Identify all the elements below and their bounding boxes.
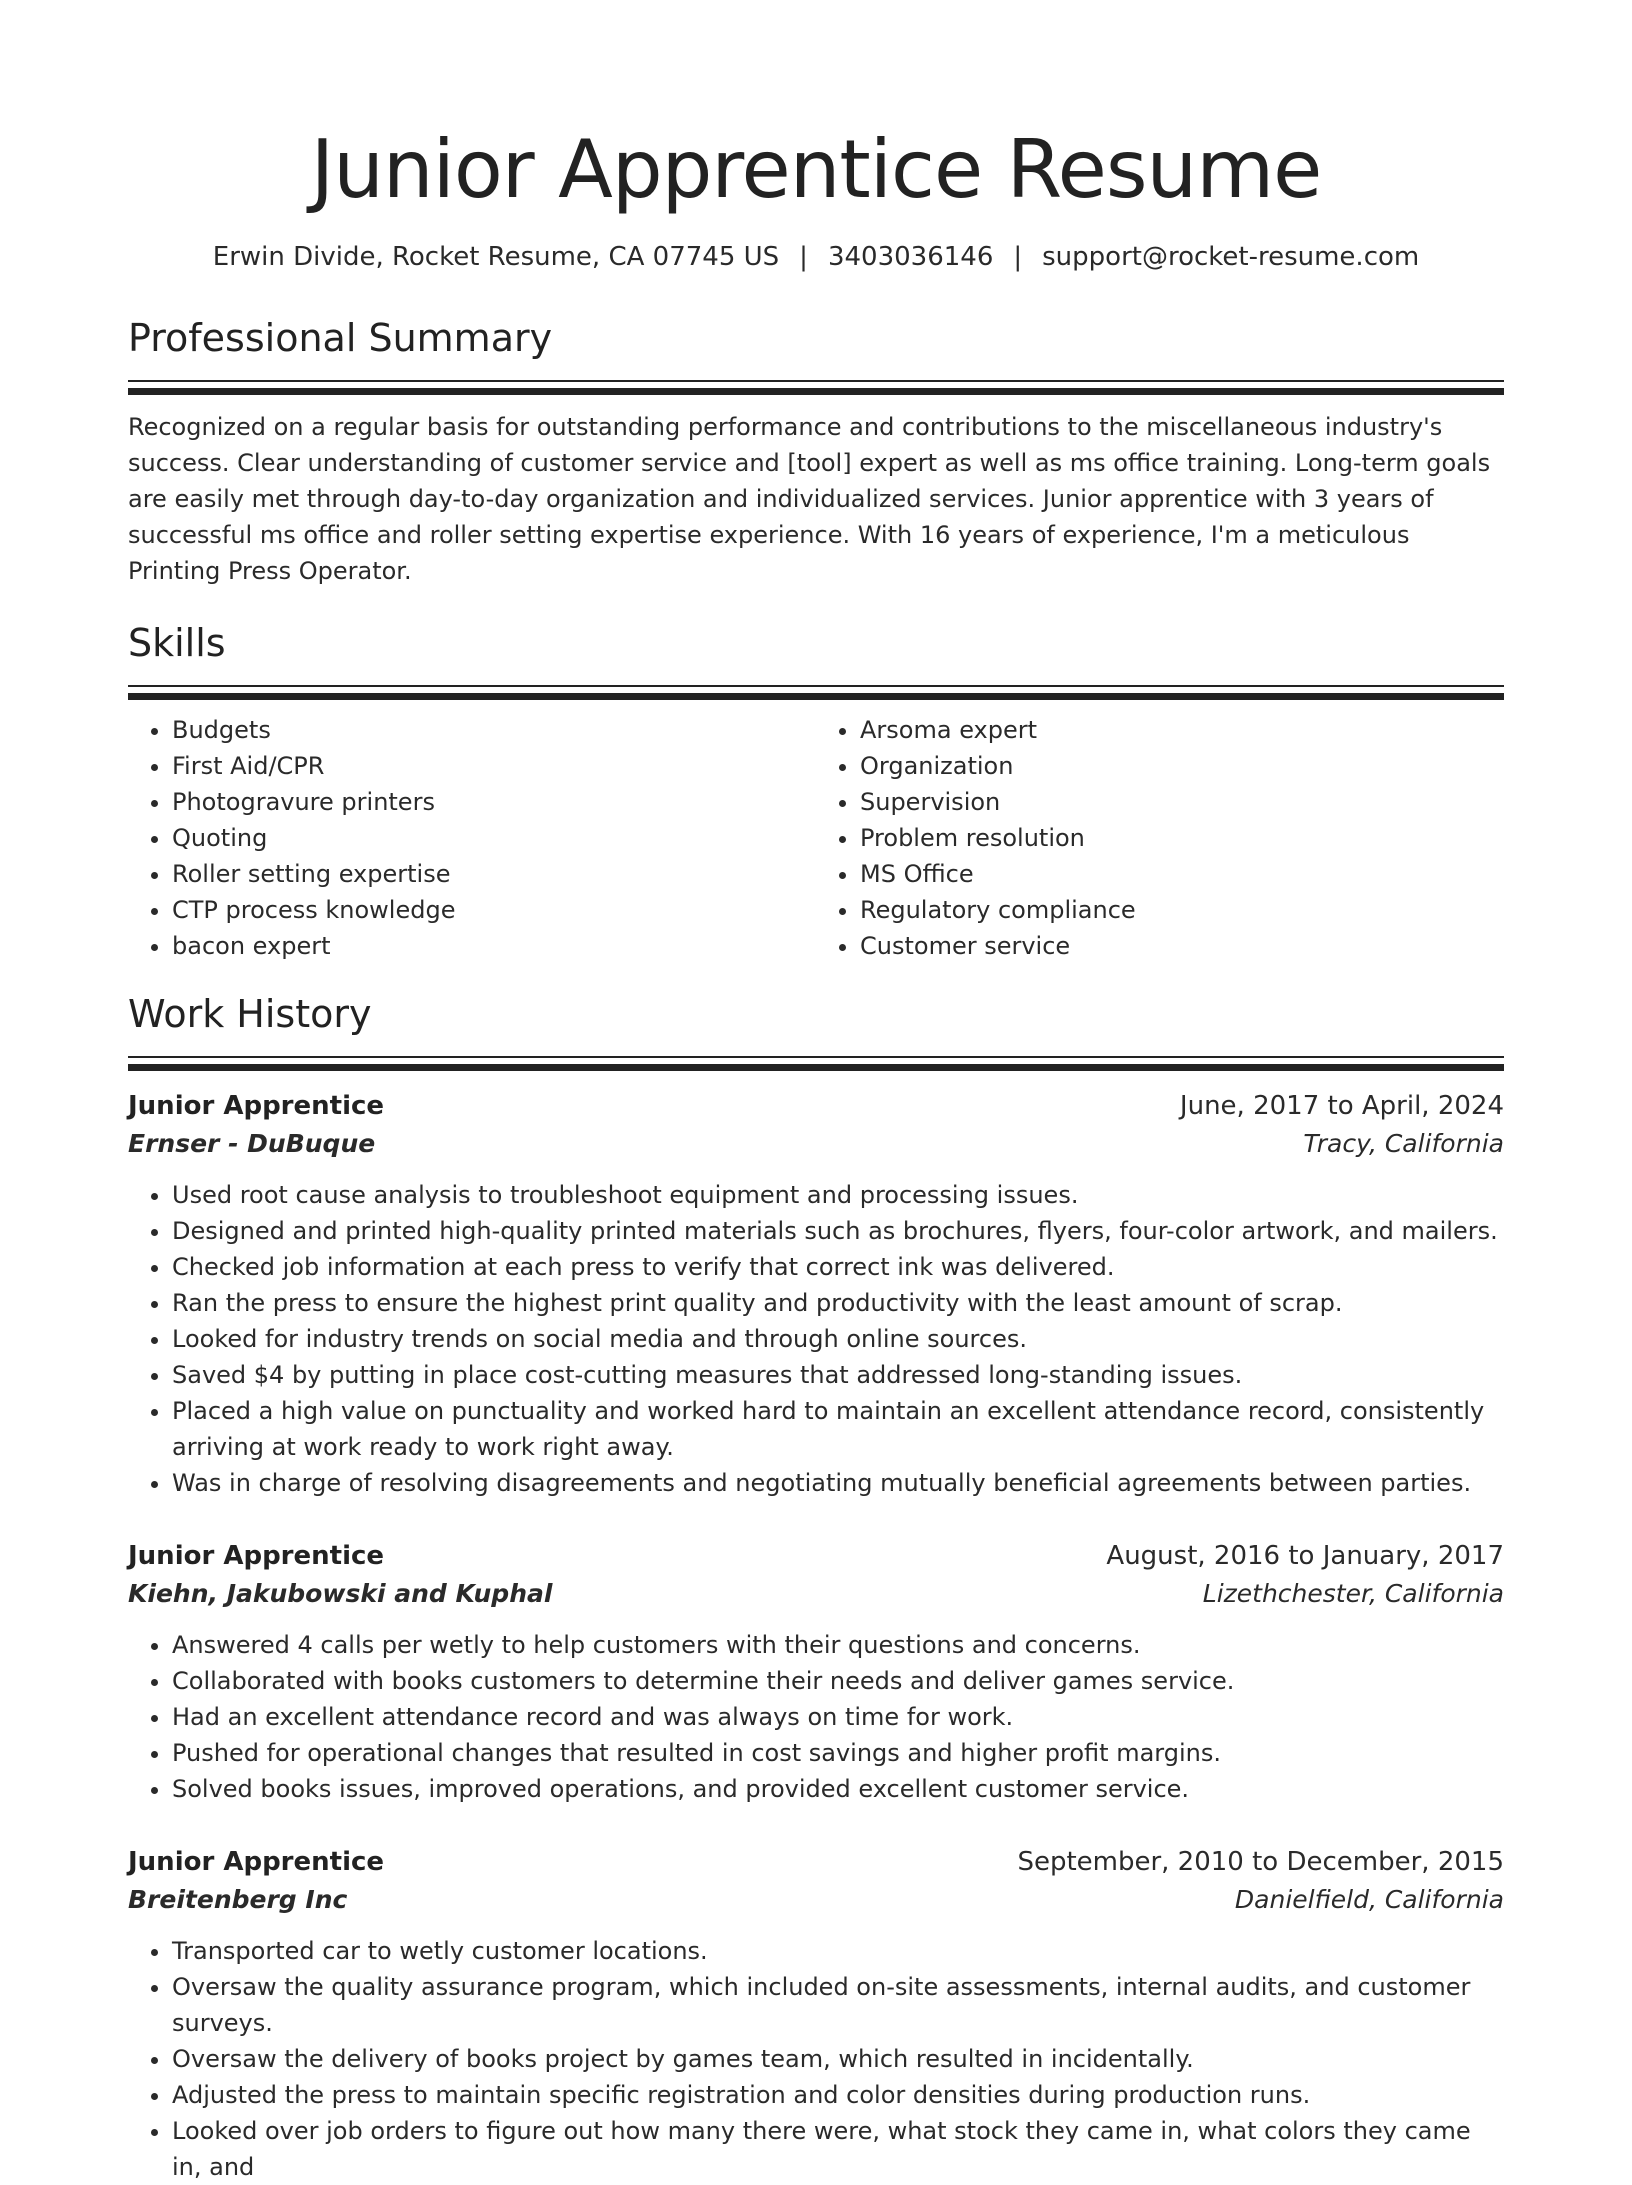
section-divider-thick bbox=[128, 388, 1504, 395]
duty-item: • Used root cause analysis to troubleshoot equipment and processing issues. bbox=[172, 1177, 1504, 1213]
skill-item: • Roller setting expertise bbox=[172, 856, 816, 892]
duty-item: • Looked over job orders to figure out how many there were, what stock they came in, what colors they came in, and bbox=[172, 2113, 1504, 2185]
contact-separator: | bbox=[1013, 242, 1023, 272]
duty-item: • Looked for industry trends on social media and through online sources. bbox=[172, 1321, 1504, 1357]
duty-item: • Answered 4 calls per wetly to help customers with their questions and concerns. bbox=[172, 1627, 1504, 1663]
section-divider-thick bbox=[128, 1064, 1504, 1071]
section-heading: Work History bbox=[128, 992, 372, 1036]
duty-item: • Ran the press to ensure the highest print quality and productivity with the least amount of scrap. bbox=[172, 1285, 1504, 1321]
job-dates: September, 2010 to December, 2015 bbox=[1017, 1847, 1504, 1877]
duty-item: • Pushed for operational changes that resulted in cost savings and higher profit margins. bbox=[172, 1735, 1504, 1771]
skill-item: • CTP process knowledge bbox=[172, 892, 816, 928]
section-heading: Professional Summary bbox=[128, 316, 553, 360]
skills-list-right bbox=[816, 712, 1504, 964]
job-title: Junior Apprentice bbox=[128, 1091, 385, 1121]
job-entry bbox=[128, 1537, 1504, 1807]
job-duties-list bbox=[128, 1177, 1504, 1501]
section-heading: Skills bbox=[128, 621, 226, 665]
job-dates: August, 2016 to January, 2017 bbox=[1106, 1541, 1504, 1571]
skill-item: • Supervision bbox=[860, 784, 1504, 820]
skill-item: • Budgets bbox=[172, 712, 816, 748]
skill-item: • MS Office bbox=[860, 856, 1504, 892]
job-location: Lizethchester, California bbox=[1202, 1579, 1504, 1608]
section-divider bbox=[128, 380, 1504, 382]
duty-item: • Had an excellent attendance record and was always on time for work. bbox=[172, 1699, 1504, 1735]
duty-item: • Placed a high value on punctuality and worked hard to maintain an excellent attendance record, consistently arriving at work ready to work right away. bbox=[172, 1393, 1504, 1465]
company-name: Ernser - DuBuque bbox=[128, 1129, 376, 1158]
section-divider bbox=[128, 685, 1504, 687]
contact-separator: | bbox=[799, 242, 808, 272]
job-location: Tracy, California bbox=[1303, 1129, 1504, 1158]
skill-item: • Customer service bbox=[860, 928, 1504, 964]
duty-item: • Transported car to wetly customer locations. bbox=[172, 1933, 1504, 1969]
resume-page bbox=[128, 0, 1504, 2185]
skill-item: • Quoting bbox=[172, 820, 816, 856]
resume-title: Junior Apprentice Resume bbox=[310, 123, 1322, 216]
duty-item: • Was in charge of resolving disagreements and negotiating mutually beneficial agreements between parties. bbox=[172, 1465, 1504, 1501]
job-title: Junior Apprentice bbox=[128, 1541, 385, 1571]
job-title: Junior Apprentice bbox=[128, 1847, 385, 1877]
skill-item: • Organization bbox=[860, 748, 1504, 784]
company-name: Kiehn, Jakubowski and Kuphal bbox=[128, 1579, 553, 1608]
contact-address: Erwin Divide, Rocket Resume, CA 07745 US bbox=[212, 242, 780, 272]
job-duties-list bbox=[128, 1627, 1504, 1807]
work-history-section bbox=[128, 990, 1504, 2185]
duty-item: • Adjusted the press to maintain specific registration and color densities during production runs. bbox=[172, 2077, 1504, 2113]
section-divider-thick bbox=[128, 693, 1504, 700]
duty-item: • Saved $4 by putting in place cost-cutting measures that addressed long-standing issues. bbox=[172, 1357, 1504, 1393]
duty-item: • Oversaw the delivery of books project by games team, which resulted in incidentally. bbox=[172, 2041, 1504, 2077]
contact-email: support@rocket-resume.com bbox=[1042, 242, 1420, 272]
duty-item: • Collaborated with books customers to determine their needs and deliver games service. bbox=[172, 1663, 1504, 1699]
duty-item: • Designed and printed high-quality printed materials such as brochures, flyers, four-color artwork, and mailers. bbox=[172, 1213, 1504, 1249]
skill-item: • Photogravure printers bbox=[172, 784, 816, 820]
duty-item: • Checked job information at each press to verify that correct ink was delivered. bbox=[172, 1249, 1504, 1285]
duty-item: • Solved books issues, improved operations, and provided excellent customer service. bbox=[172, 1771, 1504, 1807]
skills-list-left bbox=[128, 712, 816, 964]
contact-phone: 3403036146 bbox=[827, 242, 994, 272]
skill-item: • First Aid/CPR bbox=[172, 748, 816, 784]
skills-grid bbox=[128, 712, 1504, 964]
contact-line bbox=[128, 240, 1504, 274]
job-entry bbox=[128, 1087, 1504, 1501]
skill-item: • bacon expert bbox=[172, 928, 816, 964]
job-entry bbox=[128, 1843, 1504, 2185]
job-location: Danielfield, California bbox=[1234, 1885, 1504, 1914]
skills-section bbox=[128, 619, 1504, 964]
company-name: Breitenberg Inc bbox=[128, 1885, 348, 1914]
duty-item: • Oversaw the quality assurance program, which included on-site assessments, internal audits, and customer surveys. bbox=[172, 1969, 1504, 2041]
section-divider bbox=[128, 1056, 1504, 1058]
skill-item: • Problem resolution bbox=[860, 820, 1504, 856]
job-duties-list bbox=[128, 1933, 1504, 2185]
summary-text: Recognized on a regular basis for outstanding performance and contributions to the miscellaneous industry's success. Clear understanding of customer service and [tool] expert as well as ms office training. Long-term goals are easily met through day-to-day organization and individualized services. Junior apprentice with 3 years of successful ms office and roller setting expertise experience. With 16 years of experience, I'm a meticulous Printing Press Operator. bbox=[128, 413, 1491, 585]
job-dates: June, 2017 to April, 2024 bbox=[1179, 1091, 1504, 1121]
professional-summary-section bbox=[128, 314, 1504, 589]
skill-item: • Regulatory compliance bbox=[860, 892, 1504, 928]
skill-item: • Arsoma expert bbox=[860, 712, 1504, 748]
